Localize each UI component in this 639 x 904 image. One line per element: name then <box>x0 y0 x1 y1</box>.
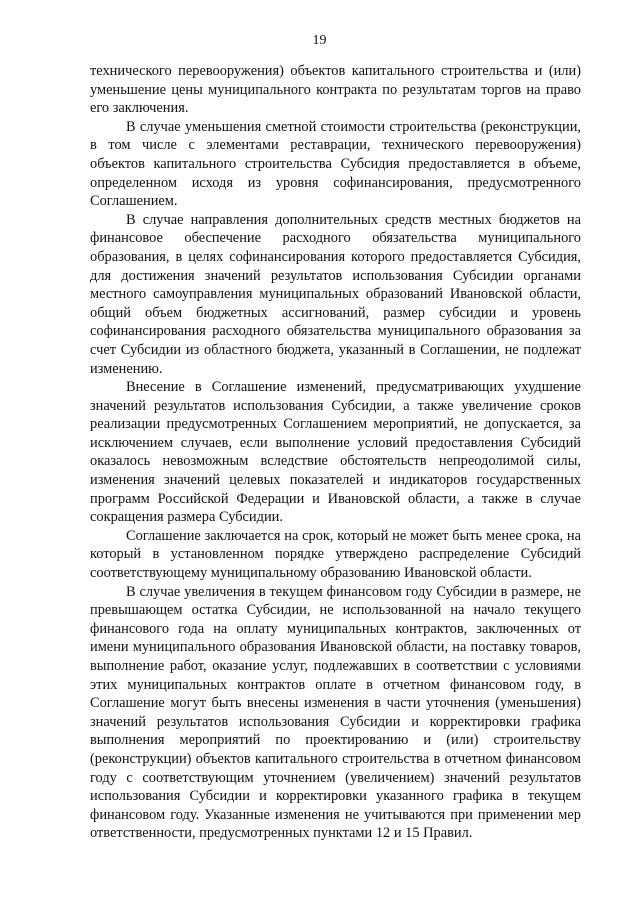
paragraph-additional-funds: В случае направления дополнительных средств местных бюджетов на финансовое обеспечение расходного обязательства муниципального образования, в целях софинансирования которого предоставляется Субсидия, для достижения значений результатов использования Субсидии органами местного самоуправления муниципальных образований Ивановской области, общий объем бюджетных ассигнований, размер субсидии и уровень софинансирования расходного обязательства муниципального образования за счет Субсидии из областного бюджета, указанный в Соглашении, не подлежат изменению. <box>90 211 581 377</box>
paragraph-agreement-term: Соглашение заключается на срок, который не может быть менее срока, на который в установленном порядке утверждено распределение Субсидий соответствующему муниципальному образованию Ивановской области. <box>90 527 581 582</box>
paragraph-continuation: технического перевооружения) объектов капитального строительства и (или) уменьшение цены муниципального контракта по результатам торгов на право его заключения. <box>90 63 581 117</box>
paragraph-subsidy-increase: В случае увеличения в текущем финансовом году Субсидии в размере, не превышающем остатка Субсидии, не использованной на начало текущего финансового года на оплату муниципальных контрактов, заключенных от имени муниципального образования Ивановской области, на поставку товаров, выполнение работ, оказание услуг, подлежавших в соответствии с условиями этих муниципальных контрактов оплате в отчетном финансовом году, в Соглашение могут быть внесены изменения в части уточнения (уменьшения) значений результатов использования Субсидии и корректировки графика выполнения мероприятий по проектированию и (или) строительству (реконструкции) объектов капитального строительства в отчетном финансовом году с соответствующим уточнением (увеличением) значений результатов использования Субсидии и корректировки указанного графика в текущем финансовом году. Указанные изменения не учитываются при применении мер ответственности, предусмотренных пунктами 12 и 15 Правил. <box>90 583 581 842</box>
paragraph-agreement-amendments: Внесение в Соглашение изменений, предусматривающих ухудшение значений результатов использования Субсидии, а также увеличение сроков реализации предусмотренных Соглашением мероприятий, не допускается, за исключением случаев, если выполнение условий предоставления Субсидий оказалось невозможным вследствие обстоятельств непреодолимой силы, изменения значений целевых показателей и индикаторов государственных программ Российской Федерации и Ивановской области, а также в случае сокращения размера Субсидии. <box>90 379 581 526</box>
document-body <box>90 62 581 843</box>
paragraph-estimate-reduction: В случае уменьшения сметной стоимости строительства (реконструкции, в том числе с элементами реставрации, технического перевооружения) объектов капитального строительства Субсидия предоставляется в объеме, определенном исходя из уровня софинансирования, предусмотренного Соглашением. <box>90 118 581 210</box>
page-number: 19 <box>312 33 327 48</box>
